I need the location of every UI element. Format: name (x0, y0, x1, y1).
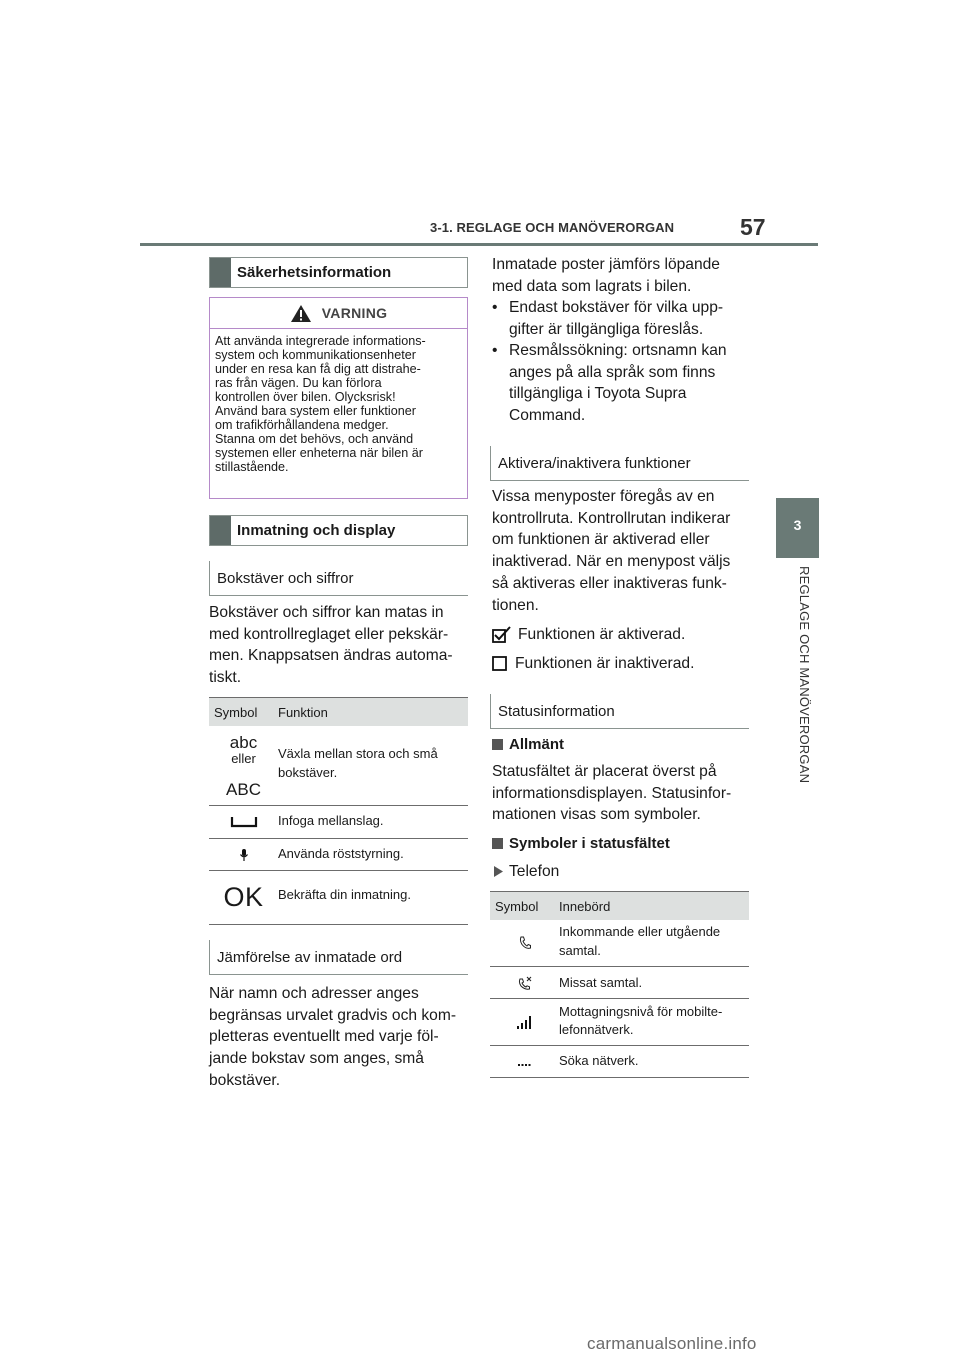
abc-lower: abc (229, 732, 258, 752)
symbols-heading-text: Symboler i statusfältet (509, 835, 670, 852)
table-header (490, 891, 749, 920)
signal-bars-icon (516, 1015, 534, 1029)
watermark: carmanualsonline.info (587, 1334, 757, 1353)
unchecked-box-icon (492, 656, 507, 671)
or-label: eller (231, 750, 256, 766)
safety-heading (209, 257, 468, 288)
space-bar-icon (230, 816, 258, 828)
warning-header (210, 298, 467, 329)
general-paragraph: Statusfältet är placerat överst på informationsdisplayen. Statusinfor- mationen visas som symboler. (492, 763, 732, 824)
page-number: 57 (740, 214, 766, 240)
phone-heading-text: Telefon (509, 863, 560, 880)
table-row (209, 839, 468, 871)
col-symbol: Symbol (495, 898, 539, 914)
table-cell: Bekräfta din inmatning. (278, 887, 411, 902)
call-symbol (490, 920, 559, 966)
letters-subheading: Bokstäver och siffror (209, 561, 468, 596)
table-row (209, 806, 468, 839)
bullet-text: Resmålssökning: ortsnamn kan anges på alla språk som finns tillgängliga i Toyota Supra Command. (509, 342, 727, 425)
warning-body: Att använda integrerade informations- system och kommunikationsenheter under en resa kan få dig att distrahe- ras från vägen. Du kan förlora kontrollen över bilen. Olycksrisk! Använd bara system eller funktioner om trafikförhållandena medger. Stanna om det behövs, och använd systemen eller enheterna när bilen är stillastående. (215, 334, 426, 474)
chapter-number: 3 (793, 517, 802, 533)
phone-handset-icon (519, 936, 531, 950)
microphone-icon (239, 848, 249, 862)
list-item (492, 340, 754, 427)
table-cell: Inkommande eller utgående samtal. (559, 924, 721, 958)
ok-symbol (209, 871, 278, 924)
letters-paragraph: Bokstäver och siffror kan matas in med kontrollreglaget eller pekskär- men. Knappsatsen ändras automa- tiskt. (209, 604, 453, 687)
heading-bar (210, 258, 231, 287)
table-row (490, 999, 749, 1046)
abc-upper: ABC (226, 779, 261, 799)
table-row (490, 967, 749, 999)
status-symbol-table (490, 891, 749, 1078)
activate-paragraph: Vissa menyposter föregås av en kontrollruta. Kontrollrutan indikerar om funktionen är aktiverad eller inaktiverad. När en menypost väljs så aktiveras eller inaktiveras funk- tionen. (492, 488, 731, 614)
square-bullet-icon (492, 739, 503, 750)
table-row (490, 920, 749, 967)
header-rule (140, 243, 818, 246)
chapter-label: REGLAGE OCH MANÖVERORGAN (797, 566, 812, 784)
activate-subheading: Aktivera/inaktivera funktioner (490, 446, 749, 481)
input-heading (209, 515, 468, 546)
col-symbol: Symbol (214, 704, 258, 720)
missed-call-icon (518, 976, 532, 990)
table-row (209, 726, 468, 806)
table-cell: Infoga mellanslag. (278, 813, 384, 828)
input-symbol-table (209, 697, 468, 925)
compare-subheading: Jämförelse av inmatade ord (209, 940, 468, 975)
triangle-arrow-icon (494, 866, 503, 877)
space-symbol (209, 806, 278, 838)
phone-heading (494, 861, 559, 883)
list-item (492, 297, 754, 340)
warning-triangle-icon (290, 304, 312, 323)
intro-paragraph: Inmatade poster jämförs löpande med data som lagrats i bilen. (492, 256, 720, 295)
input-heading-text: Inmatning och display (237, 522, 396, 539)
symbols-heading (492, 835, 670, 852)
signal-symbol (490, 999, 559, 1045)
status-subheading: Statusinformation (490, 694, 749, 729)
table-row (490, 1046, 749, 1078)
table-header (209, 697, 468, 726)
deactivated-text: Funktionen är inaktiverad. (515, 655, 695, 672)
checked-box-icon (492, 626, 512, 644)
ok-label: OK (223, 882, 264, 912)
search-network-symbol (490, 1046, 559, 1077)
table-row (209, 871, 468, 925)
general-heading-text: Allmänt (509, 736, 565, 753)
case-toggle-symbol (209, 726, 278, 805)
bullet-dot: • (492, 299, 498, 316)
deactivated-row (492, 653, 694, 675)
col-meaning: Innebörd (559, 898, 611, 914)
table-cell: Mottagningsnivå för mobilte- lefonnätverk. (559, 1004, 723, 1037)
square-bullet-icon (492, 838, 503, 849)
warning-title: VARNING (321, 305, 388, 321)
section-title: 3-1. REGLAGE OCH MANÖVERORGAN (430, 220, 675, 235)
general-heading (492, 736, 564, 753)
table-cell: Använda röststyrning. (278, 846, 404, 861)
bullet-dot: • (492, 342, 498, 359)
activated-text: Funktionen är aktiverad. (518, 626, 686, 643)
voice-symbol (209, 839, 278, 870)
col-function: Funktion (278, 704, 328, 720)
missed-call-symbol (490, 967, 559, 998)
table-cell: Växla mellan stora och små bokstäver. (278, 746, 438, 780)
safety-heading-text: Säkerhetsinformation (237, 264, 392, 281)
compare-paragraph: När namn och adresser anges begränsas urvalet gradvis och kom- pletteras eventuellt med varje föl- jande bokstav som anges, små bokstäver. (209, 985, 457, 1089)
network-search-dots-icon (517, 1057, 533, 1067)
activated-row (492, 624, 685, 646)
table-cell: Söka nätverk. (559, 1053, 639, 1068)
bullet-text: Endast bokstäver för vilka upp- gifter är tillgängliga föreslås. (509, 299, 724, 338)
warning-box (209, 297, 468, 499)
heading-bar (210, 516, 231, 545)
table-cell: Missat samtal. (559, 975, 643, 990)
